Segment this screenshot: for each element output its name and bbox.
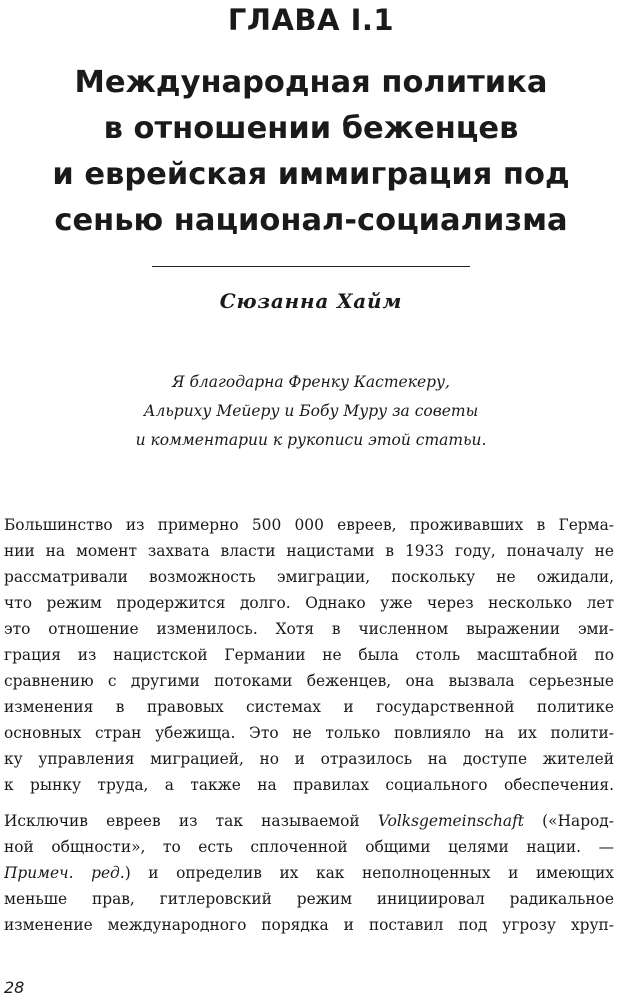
text-run: Исключив евреев из так называемой [4, 812, 378, 830]
acknowledgement-line: Альриху Мейеру и Бобу Муру за советы [143, 402, 479, 420]
paragraph-1 [4, 512, 614, 798]
text-line [4, 808, 614, 834]
text-line: что режим продержится долго. Однако уже через несколько лет [4, 594, 614, 612]
acknowledgement-line: и комментарии к рукописи этой статьи. [135, 431, 487, 449]
title-line: Международная политика [74, 65, 548, 100]
title-line: сенью национал-социализма [54, 203, 568, 238]
text-line: Большинство из примерно 500 000 евреев, проживавших в Герма- [4, 516, 614, 534]
title-line: в отношении беженцев [103, 111, 519, 146]
text-line: основных стран убежища. Это не только повлияло на их полити- [4, 724, 614, 742]
text-line: сравнению с другими потоками беженцев, она вызвала серьезные [4, 672, 614, 690]
text-line: это отношение изменилось. Хотя в численном выражении эми- [4, 620, 614, 638]
text-line: изменение международного порядка и поставил под угрозу хруп- [4, 916, 614, 934]
text-line: к рынку труда, а также на правилах социального обеспечения. [4, 776, 614, 794]
title-divider [152, 266, 470, 267]
title-line: и еврейская иммиграция под [52, 157, 570, 192]
text-line [4, 860, 614, 886]
italic-term: Volksgemeinschaft [377, 812, 524, 830]
acknowledgement-line: Я благодарна Френку Кастекеру, [172, 373, 450, 391]
editor-note: Примеч. ред. [4, 864, 125, 882]
acknowledgement [0, 368, 622, 455]
text-line: рассматривали возможность эмиграции, поскольку не ожидали, [4, 568, 614, 586]
text-line: ку управления миграцией, но и отразилось на доступе жителей [4, 750, 614, 768]
chapter-title [0, 60, 622, 244]
author-name: Сюзанна Хайм [219, 289, 403, 313]
paragraph-2 [4, 808, 614, 938]
text-run: («Народ- [523, 812, 614, 830]
text-run: ) и определив их как неполноценных и имеющих [124, 864, 614, 882]
text-line: ной общности», то есть сплоченной общими целями нации. — [4, 838, 614, 856]
page-number: 28 [4, 978, 25, 997]
body-text [4, 512, 614, 938]
text-line: изменения в правовых системах и государственной политике [4, 698, 614, 716]
text-line: грация из нацистской Германии не была столь масштабной по [4, 646, 614, 664]
chapter-heading: ГЛАВА I.1 [227, 3, 395, 37]
text-line: нии на момент захвата власти нацистами в 1933 году, поначалу не [4, 542, 614, 560]
text-line: меньше прав, гитлеровский режим инициировал радикальное [4, 890, 614, 908]
